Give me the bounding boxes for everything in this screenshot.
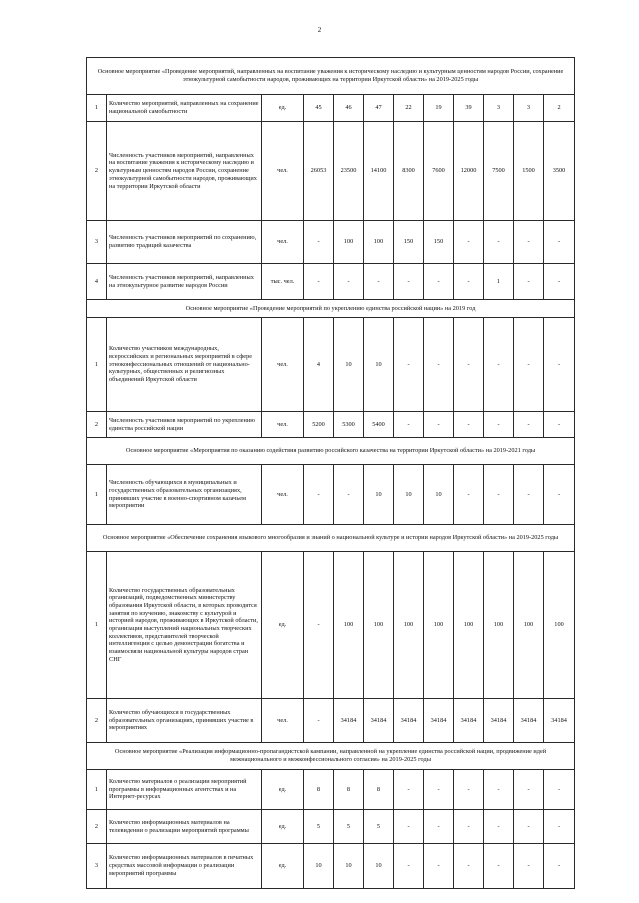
value-cell: 150	[394, 221, 424, 264]
value-cell: -	[454, 844, 484, 889]
section-header-row	[87, 300, 575, 318]
section-title: Основное мероприятие «Проведение мероприятий, направленных на воспитание уважения к историческому наследию и культурным ценностям народов России, сохранение этнокультурной самобытности народов, проживающих на территории Иркутской области» на 2019-2025 годы	[87, 58, 575, 95]
row-number: 3	[87, 844, 107, 889]
value-cell: -	[424, 264, 454, 300]
unit-cell: ед.	[262, 552, 304, 699]
value-cell: -	[484, 412, 514, 438]
value-cell: -	[544, 810, 575, 844]
value-cell: -	[304, 552, 334, 699]
unit-cell: ед.	[262, 95, 304, 122]
value-cell: 100	[544, 552, 575, 699]
value-cell: -	[394, 844, 424, 889]
value-cell: 34184	[424, 699, 454, 743]
value-cell: 150	[424, 221, 454, 264]
value-cell: 10	[394, 465, 424, 525]
value-cell: 10	[364, 844, 394, 889]
value-cell: -	[304, 699, 334, 743]
indicator-row	[87, 221, 575, 264]
value-cell: 100	[514, 552, 544, 699]
value-cell: -	[454, 770, 484, 810]
value-cell: -	[394, 412, 424, 438]
unit-cell: чел.	[262, 318, 304, 412]
unit-cell: чел.	[262, 465, 304, 525]
indicator-row	[87, 95, 575, 122]
unit-cell: чел.	[262, 122, 304, 221]
value-cell: -	[484, 221, 514, 264]
indicator-name: Количество обучающихся в государственных образовательных организациях, принявших участие в мероприятиях	[107, 699, 262, 743]
value-cell: 8300	[394, 122, 424, 221]
value-cell: 8	[304, 770, 334, 810]
value-cell: -	[514, 770, 544, 810]
row-number: 1	[87, 465, 107, 525]
value-cell: 10	[334, 844, 364, 889]
row-number: 2	[87, 699, 107, 743]
indicator-row	[87, 122, 575, 221]
value-cell: -	[544, 264, 575, 300]
row-number: 1	[87, 552, 107, 699]
value-cell: 10	[364, 318, 394, 412]
value-cell: 100	[394, 552, 424, 699]
row-number: 1	[87, 770, 107, 810]
indicator-row	[87, 412, 575, 438]
indicator-name: Численность обучающихся в муниципальных и государственных образовательных организациях, принявших участие в военно-спортивном казачьем мероприятии	[107, 465, 262, 525]
unit-cell: тыс. чел.	[262, 264, 304, 300]
section-header-row	[87, 438, 575, 465]
value-cell: 1500	[514, 122, 544, 221]
value-cell: -	[394, 264, 424, 300]
unit-cell: чел.	[262, 412, 304, 438]
value-cell: 10	[424, 465, 454, 525]
value-cell: 34184	[544, 699, 575, 743]
value-cell: 5400	[364, 412, 394, 438]
value-cell: -	[394, 770, 424, 810]
value-cell: -	[514, 412, 544, 438]
section-title: Основное мероприятие «Реализация информационно-пропагандистской кампании, направленной на укрепление единства российской нации, продвижение идей межнационального и межконфессионального согласия» на 2019-2025 годы	[87, 743, 575, 770]
value-cell: -	[454, 221, 484, 264]
value-cell: -	[424, 844, 454, 889]
value-cell: 3	[484, 95, 514, 122]
value-cell: 100	[364, 221, 394, 264]
indicator-name: Количество мероприятий, направленных на сохранение национальной самобытности	[107, 95, 262, 122]
value-cell: 5	[364, 810, 394, 844]
value-cell: -	[454, 465, 484, 525]
section-title: Основное мероприятие «Мероприятия по оказанию содействия развитию российского казачества на территории Иркутской области» на 2019-2021 годы	[87, 438, 575, 465]
value-cell: 34184	[334, 699, 364, 743]
value-cell: -	[544, 221, 575, 264]
section-header-row	[87, 58, 575, 95]
value-cell: 5200	[304, 412, 334, 438]
value-cell: -	[484, 844, 514, 889]
value-cell: 100	[334, 552, 364, 699]
value-cell: 8	[334, 770, 364, 810]
value-cell: -	[454, 264, 484, 300]
value-cell: 100	[334, 221, 364, 264]
value-cell: 22	[394, 95, 424, 122]
indicator-name: Численность участников мероприятий по укреплению единства российской нации	[107, 412, 262, 438]
value-cell: 7500	[484, 122, 514, 221]
value-cell: -	[424, 770, 454, 810]
value-cell: 5	[334, 810, 364, 844]
row-number: 3	[87, 221, 107, 264]
indicator-name: Численность участников мероприятий, направленных на этнокультурное развитие народов России	[107, 264, 262, 300]
value-cell: 100	[424, 552, 454, 699]
value-cell: 39	[454, 95, 484, 122]
section-header-row	[87, 525, 575, 552]
value-cell: -	[424, 810, 454, 844]
value-cell: -	[454, 412, 484, 438]
indicator-row	[87, 264, 575, 300]
unit-cell: чел.	[262, 699, 304, 743]
value-cell: -	[514, 810, 544, 844]
value-cell: 10	[334, 318, 364, 412]
value-cell: -	[514, 318, 544, 412]
value-cell: 26053	[304, 122, 334, 221]
value-cell: 5300	[334, 412, 364, 438]
value-cell: 3500	[544, 122, 575, 221]
value-cell: 47	[364, 95, 394, 122]
value-cell: -	[334, 264, 364, 300]
value-cell: 4	[304, 318, 334, 412]
page-number: 2	[317, 26, 322, 34]
value-cell: -	[484, 465, 514, 525]
indicator-row	[87, 318, 575, 412]
value-cell: -	[484, 810, 514, 844]
section-header-row	[87, 743, 575, 770]
unit-cell: чел.	[262, 221, 304, 264]
indicator-row	[87, 552, 575, 699]
value-cell: -	[544, 844, 575, 889]
value-cell: -	[514, 264, 544, 300]
value-cell: -	[484, 318, 514, 412]
row-number: 1	[87, 95, 107, 122]
indicator-name: Количество информационных материалов в печатных средствах массовой информации о реализации мероприятий программы	[107, 844, 262, 889]
value-cell: -	[514, 844, 544, 889]
value-cell: 10	[304, 844, 334, 889]
value-cell: -	[424, 412, 454, 438]
unit-cell: ед.	[262, 810, 304, 844]
indicator-name: Количество государственных образовательных организаций, подведомственных министерству образования Иркутской области, в которых проводятся занятия по изучению, знакомству с культурой и историей народов, проживающих в Иркутской области, организация выступлений национальных творческих коллективов, представителей творческой интеллигенции с целью демонстрации богатства и взаимосвязи национальной культуры народов стран СНГ	[107, 552, 262, 699]
value-cell: 2	[544, 95, 575, 122]
indicator-name: Количество участников международных, всероссийских и региональных мероприятий в сфере этноконфессиональных отношений от национально-культурных, общественных и религиозных объединений Иркутской области	[107, 318, 262, 412]
indicator-row	[87, 844, 575, 889]
value-cell: -	[484, 770, 514, 810]
row-number: 2	[87, 810, 107, 844]
value-cell: 10	[364, 465, 394, 525]
section-title: Основное мероприятие «Обеспечение сохранения языкового многообразия и знаний о национальной культуре и истории народов Иркутской области» на 2019-2025 годы	[87, 525, 575, 552]
value-cell: 34184	[454, 699, 484, 743]
row-number: 4	[87, 264, 107, 300]
value-cell: -	[514, 465, 544, 525]
value-cell: -	[454, 810, 484, 844]
value-cell: 100	[364, 552, 394, 699]
value-cell: -	[544, 412, 575, 438]
indicators-table	[86, 57, 575, 889]
value-cell: 100	[484, 552, 514, 699]
indicator-row	[87, 699, 575, 743]
indicator-row	[87, 810, 575, 844]
value-cell: 34184	[514, 699, 544, 743]
value-cell: 5	[304, 810, 334, 844]
value-cell: 34184	[364, 699, 394, 743]
indicator-name: Количество материалов о реализации мероприятий программы в информационных агентствах и на Интернет-ресурсах	[107, 770, 262, 810]
value-cell: 23500	[334, 122, 364, 221]
value-cell: -	[544, 770, 575, 810]
indicator-name: Численность участников мероприятий по сохранению, развитию традиций казачества	[107, 221, 262, 264]
value-cell: -	[514, 221, 544, 264]
indicator-row	[87, 465, 575, 525]
value-cell: -	[424, 318, 454, 412]
value-cell: 8	[364, 770, 394, 810]
value-cell: -	[304, 264, 334, 300]
value-cell: 45	[304, 95, 334, 122]
value-cell: -	[304, 465, 334, 525]
value-cell: -	[394, 810, 424, 844]
value-cell: 46	[334, 95, 364, 122]
section-title: Основное мероприятие «Проведение мероприятий по укреплению единства российской нации» на 2019 год	[87, 300, 575, 318]
value-cell: 14100	[364, 122, 394, 221]
value-cell: 12000	[454, 122, 484, 221]
value-cell: -	[334, 465, 364, 525]
value-cell: 19	[424, 95, 454, 122]
unit-cell: ед.	[262, 770, 304, 810]
row-number: 1	[87, 318, 107, 412]
value-cell: -	[544, 465, 575, 525]
indicator-row	[87, 770, 575, 810]
value-cell: 7600	[424, 122, 454, 221]
value-cell: -	[394, 318, 424, 412]
row-number: 2	[87, 122, 107, 221]
value-cell: -	[454, 318, 484, 412]
value-cell: -	[364, 264, 394, 300]
value-cell: -	[304, 221, 334, 264]
indicator-name: Количество информационных материалов на телевидении о реализации мероприятий программы	[107, 810, 262, 844]
unit-cell: ед.	[262, 844, 304, 889]
value-cell: 3	[514, 95, 544, 122]
value-cell: 1	[484, 264, 514, 300]
indicator-name: Численность участников мероприятий, направленных на воспитание уважения к историческому наследию и культурным ценностям народов России, сохранение этнокультурной самобытности народов, проживающих на территории Иркутской области	[107, 122, 262, 221]
value-cell: 100	[454, 552, 484, 699]
value-cell: -	[544, 318, 575, 412]
row-number: 2	[87, 412, 107, 438]
value-cell: 34184	[484, 699, 514, 743]
value-cell: 34184	[394, 699, 424, 743]
